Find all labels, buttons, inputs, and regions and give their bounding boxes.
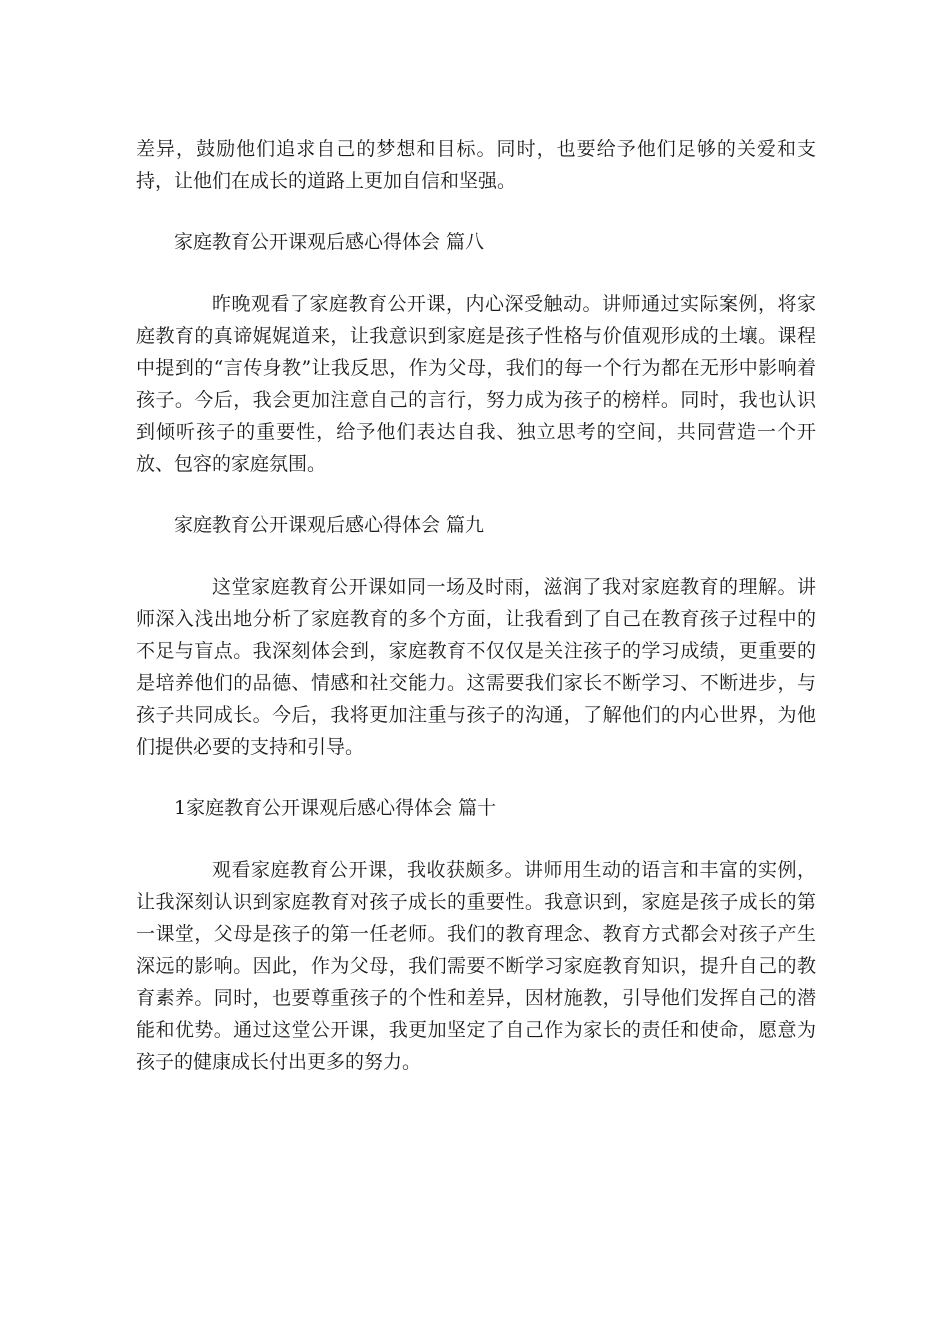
section-body-8: 昨晚观看了家庭教育公开课，内心深受触动。讲师通过实际案例，将家庭教育的真谛娓娓道来，让我意识到家庭是孩子性格与价值观形成的土壤。课程中提到的“言传身教”让我反思，作为父母，我们的每一个行为都在无形中影响着孩子。今后，我会更加注意自己的言行，努力成为孩子的榜样。同时，我也认识到倾听孩子的重要性，给予他们表达自我、独立思考的空间，共同营造一个开放、包容的家庭氛围。 — [136, 293, 816, 475]
spacer — [136, 197, 816, 226]
section-heading-10: 1家庭教育公开课观后感心得体会 篇十 — [174, 797, 497, 819]
continuation-paragraph: 差异，鼓励他们追求自己的梦想和目标。同时，也要给予他们足够的关爱和支持，让他们在成长的道路上更加自信和坚强。 — [136, 138, 816, 192]
spacer — [136, 541, 816, 571]
document-body — [136, 133, 816, 1078]
spacer — [136, 824, 816, 854]
section-body-10: 观看家庭教育公开课，我收获颇多。讲师用生动的语言和丰富的实例，让我深刻认识到家庭教育对孩子成长的重要性。我意识到，家庭是孩子成长的第一课堂，父母是孩子的第一任老师。我们的教育理念、教育方式都会对孩子产生深远的影响。因此，作为父母，我们需要不断学习家庭教育知识，提升自己的教育素养。同时，也要尊重孩子的个性和差异，因材施教，引导他们发挥自己的潜能和优势。通过这堂公开课，我更加坚定了自己作为家长的责任和使命，愿意为孩子的健康成长付出更多的努力。 — [136, 859, 816, 1073]
spacer — [136, 480, 816, 509]
spacer — [136, 258, 816, 288]
section-heading-9: 家庭教育公开课观后感心得体会 篇九 — [174, 514, 485, 536]
section-body-9: 这堂家庭教育公开课如同一场及时雨，滋润了我对家庭教育的理解。讲师深入浅出地分析了家庭教育的多个方面，让我看到了自己在教育孩子过程中的不足与盲点。我深刻体会到，家庭教育不仅仅是关注孩子的学习成绩，更重要的是培养他们的品德、情感和社交能力。这需要我们家长不断学习、不断进步，与孩子共同成长。今后，我将更加注重与孩子的沟通，了解他们的内心世界，为他们提供必要的支持和引导。 — [136, 576, 816, 758]
section-heading-8: 家庭教育公开课观后感心得体会 篇八 — [174, 231, 485, 253]
spacer — [136, 763, 816, 792]
